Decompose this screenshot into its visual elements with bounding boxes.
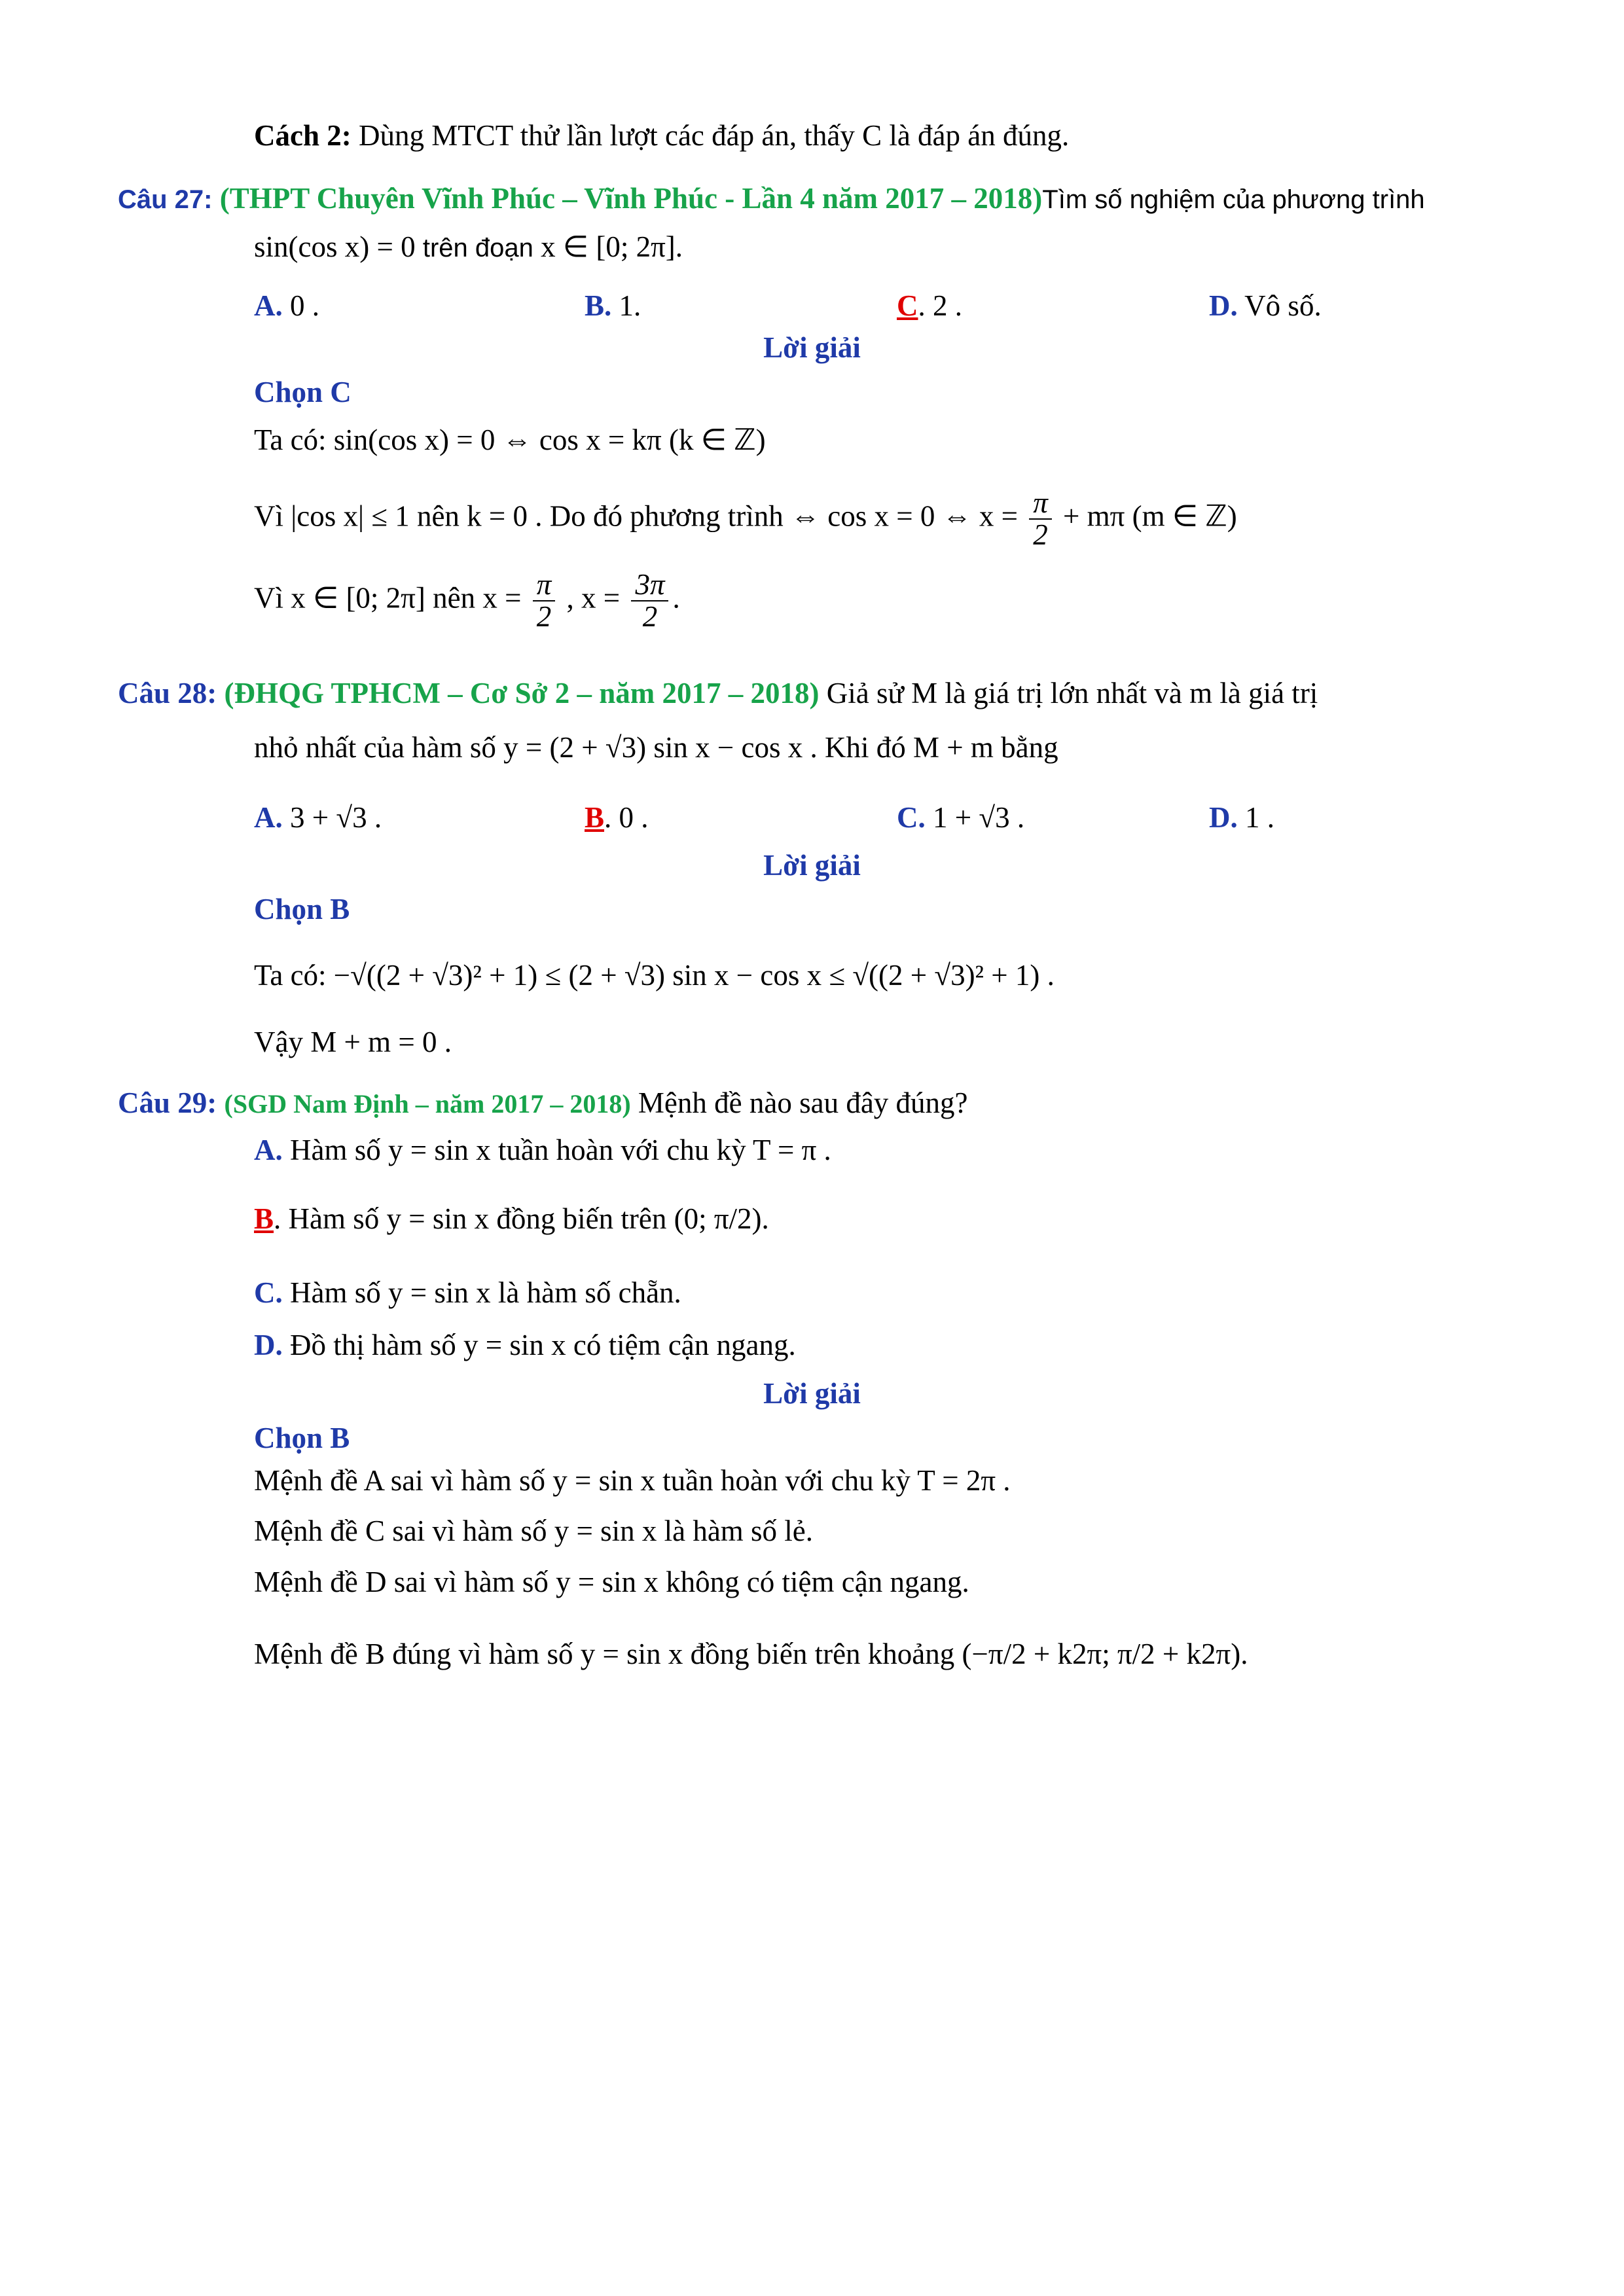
method-2-line (254, 118, 1069, 153)
option-value: Hàm số y = sin x tuần hoàn với chu kỳ T = π . (282, 1134, 831, 1166)
method-label: Cách 2: (254, 119, 352, 152)
frac-den: 2 (642, 600, 658, 634)
option-value: 0 . (282, 289, 319, 322)
q29-step3: Mệnh đề D sai vì hàm số y = sin x không có tiệm cận ngang. (254, 1566, 969, 1598)
q27-step2-a: Vì |cos x| ≤ 1 nên k = 0 . Do đó phương trình ⇔ cos x = 0 ⇔ x = (254, 499, 1018, 533)
q27-step3-b: , x = (566, 581, 621, 615)
option-letter: D. (1209, 801, 1238, 834)
fraction-pi-over-2 (533, 569, 556, 633)
option-value: Hàm số y = sin x là hàm số chẵn. (282, 1276, 681, 1309)
option-value: . Hàm số y = sin x đồng biến trên (0; π/2). (274, 1202, 769, 1235)
q28-option-b (585, 800, 649, 835)
q28-solution-title: Lời giải (763, 849, 861, 882)
option-letter: A. (254, 289, 283, 322)
q29-option-d (254, 1327, 796, 1363)
q27-label: Câu 27: (118, 185, 213, 214)
q29-label: Câu 29: (118, 1086, 217, 1119)
option-letter: B. (585, 289, 612, 322)
option-letter: C. (254, 1276, 283, 1309)
q28-step2: Vậy M + m = 0 . (254, 1026, 452, 1058)
q27-option-a (254, 288, 319, 323)
option-value: 3 + √3 . (282, 801, 382, 834)
q29-option-c (254, 1275, 681, 1310)
q28-choice: Chọn B (254, 893, 350, 925)
option-letter: A. (254, 801, 283, 834)
q27-option-b (585, 288, 641, 323)
q27-step3: Vì x ∈ [0; 2π] nên x = $\frac{\pi}{2}$ , x = $\frac{3\pi}{2}$ . (254, 568, 680, 634)
q29-solution-title: Lời giải (763, 1377, 861, 1410)
q29-question: Mệnh đề nào sau đây đúng? (630, 1086, 968, 1119)
q28-label: Câu 28: (118, 677, 217, 709)
q29-step1: Mệnh đề A sai vì hàm số y = sin x tuần hoàn với chu kỳ T = 2π . (254, 1464, 1011, 1497)
method-text: Dùng MTCT thử lần lượt các đáp án, thấy C là đáp án đúng. (351, 119, 1070, 152)
option-value: . 0 . (604, 801, 649, 834)
q27-option-c (897, 288, 962, 323)
q27-equation (254, 229, 683, 264)
frac-num: π (533, 569, 556, 601)
option-value: 1. (611, 289, 641, 322)
fraction-3pi-over-2 (631, 569, 668, 633)
option-value: Đồ thị hàm số y = sin x có tiệm cận ngang. (282, 1329, 796, 1361)
q29-step2: Mệnh đề C sai vì hàm số y = sin x là hàm số lẻ. (254, 1515, 814, 1547)
q27-source: (THPT Chuyên Vĩnh Phúc – Vĩnh Phúc - Lần 4 năm 2017 – 2018) (219, 182, 1043, 215)
fraction-pi-over-2 (1029, 488, 1052, 551)
q29-option-a (254, 1132, 831, 1168)
q27-eq-suffix: trên đoạn (422, 234, 533, 262)
option-letter: B (254, 1202, 274, 1235)
option-letter: D. (1209, 289, 1238, 322)
q28-option-a (254, 800, 382, 835)
frac-den: 2 (536, 600, 552, 634)
q29-step4: Mệnh đề B đúng vì hàm số y = sin x đồng biến trên khoảng (−π/2 + k2π; π/2 + k2π). (254, 1638, 1248, 1670)
frac-num: π (1029, 488, 1052, 520)
option-letter: C (897, 289, 918, 322)
option-letter: A. (254, 1134, 283, 1166)
q27-step3-a: Vì x ∈ [0; 2π] nên x = (254, 581, 522, 615)
q27-interval: x ∈ [0; 2π]. (541, 230, 683, 263)
q28-step1: Ta có: −√((2 + √3)² + 1) ≤ (2 + √3) sin x − cos x ≤ √((2 + √3)² + 1) . (254, 959, 1055, 992)
q27-header (118, 181, 1425, 216)
q29-source: (SGD Nam Định – năm 2017 – 2018) (224, 1089, 631, 1119)
option-value: 1 . (1237, 801, 1274, 834)
q28-option-d (1209, 800, 1274, 835)
q28-option-c (897, 800, 1024, 835)
q27-eq: sin(cos x) = 0 (254, 230, 416, 263)
q28-question2: nhỏ nhất của hàm số y = (2 + √3) sin x − cos x . Khi đó M + m bằng (254, 731, 1058, 764)
option-letter: B (585, 801, 605, 834)
q27-step2 (254, 488, 1237, 551)
option-value: 1 + √3 . (925, 801, 1025, 834)
frac-num: 3π (631, 569, 668, 601)
q28-question: Giả sử M là giá trị lớn nhất và m là giá trị (826, 677, 1318, 709)
option-letter: D. (254, 1329, 283, 1361)
q27-solution-title: Lời giải (763, 331, 861, 364)
q27-step2-b: + mπ (m ∈ ℤ) (1063, 499, 1237, 533)
q27-question: Tìm số nghiệm của phương trình (1042, 185, 1425, 214)
option-value: Vô số. (1237, 289, 1322, 322)
q28-header (118, 675, 1318, 711)
q27-step1: Ta có: sin(cos x) = 0 ⇔ cos x = kπ (k ∈ ℤ) (254, 423, 766, 456)
option-letter: C. (897, 801, 926, 834)
q29-option-b (254, 1201, 769, 1236)
q27-choice: Chọn C (254, 376, 352, 408)
option-value: . 2 . (918, 289, 962, 322)
q28-source: (ĐHQG TPHCM – Cơ Sở 2 – năm 2017 – 2018) (224, 677, 820, 709)
q29-header (118, 1085, 968, 1121)
frac-den: 2 (1033, 518, 1048, 552)
q29-choice: Chọn B (254, 1422, 350, 1454)
q27-option-d (1209, 288, 1322, 323)
